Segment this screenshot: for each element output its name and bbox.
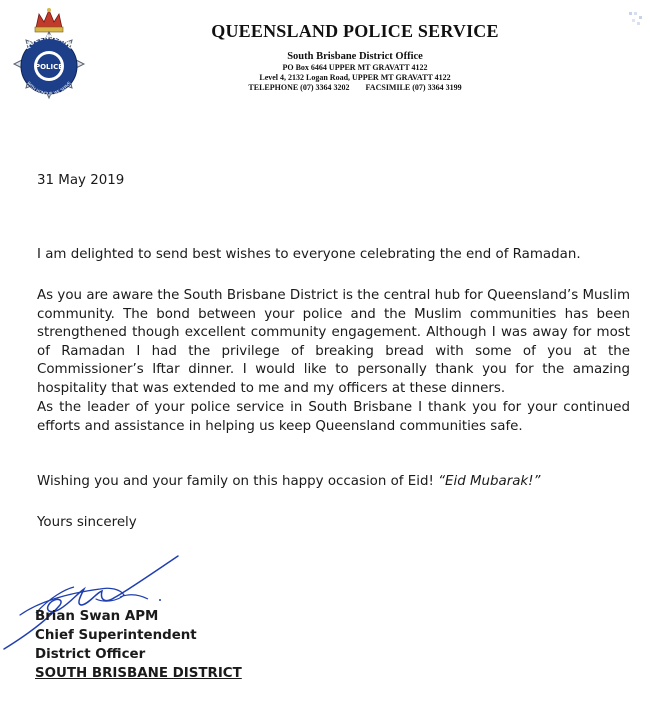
corner-scan-mark <box>628 10 644 28</box>
paragraph-eid-wishes <box>37 473 630 492</box>
logo-middle-text: POLICE <box>34 63 64 71</box>
facsimile: FACSIMILE (07) 3364 3199 <box>365 83 462 92</box>
signatory-title: Chief Superintendent <box>35 628 197 643</box>
logo-bottom-text: WITH HONOUR WE SERVE <box>26 80 72 96</box>
closing: Yours sincerely <box>37 515 137 530</box>
telephone: TELEPHONE (07) 3364 3202 <box>248 83 350 92</box>
paragraph-community: As you are aware the South Brisbane District is the central hub for Queensland’s Muslim community. The bond between your police and the Muslim communities has been strengthened though excellent community engagement. Although I was away for most of Ramadan I had the privilege of breaking bread with some of you at the Commissioner’s Iftar dinner. I would like to personally thank you for the amazing hospitality that was extended to me and my officers at these dinners. <box>37 288 630 396</box>
signatory-role: District Officer <box>35 647 146 662</box>
po-box: PO Box 6464 UPPER MT GRAVATT 4122 <box>282 63 428 72</box>
signatory-name: Brian Swan APM <box>35 609 159 624</box>
office-name: South Brisbane District Office <box>287 51 423 62</box>
signature-block <box>35 607 242 683</box>
signatory-district: SOUTH BRISBANE DISTRICT <box>35 666 242 681</box>
contact-numbers <box>140 83 570 93</box>
street-address: Level 4, 2132 Logan Road, UPPER MT GRAVATT 4122 <box>259 73 451 82</box>
letter-date: 31 May 2019 <box>37 173 125 188</box>
eid-wishes-text: Wishing you and your family on this happy occasion of Eid! <box>37 474 439 489</box>
letterhead <box>140 20 570 93</box>
logo-top-text: QUEENSLAND <box>23 33 75 52</box>
paragraph-greeting: I am delighted to send best wishes to everyone celebrating the end of Ramadan. <box>37 247 581 262</box>
police-badge-logo <box>6 6 92 106</box>
paragraph-thanks: As the leader of your police service in South Brisbane I thank you for your continued efforts and assistance in helping us keep Queensland communities safe. <box>37 400 630 434</box>
organisation-name: QUEENSLAND POLICE SERVICE <box>211 21 499 41</box>
crown-icon <box>35 8 63 32</box>
eid-mubarak-quote: “Eid Mubarak!” <box>438 474 541 489</box>
badge-star-icon <box>14 32 84 98</box>
